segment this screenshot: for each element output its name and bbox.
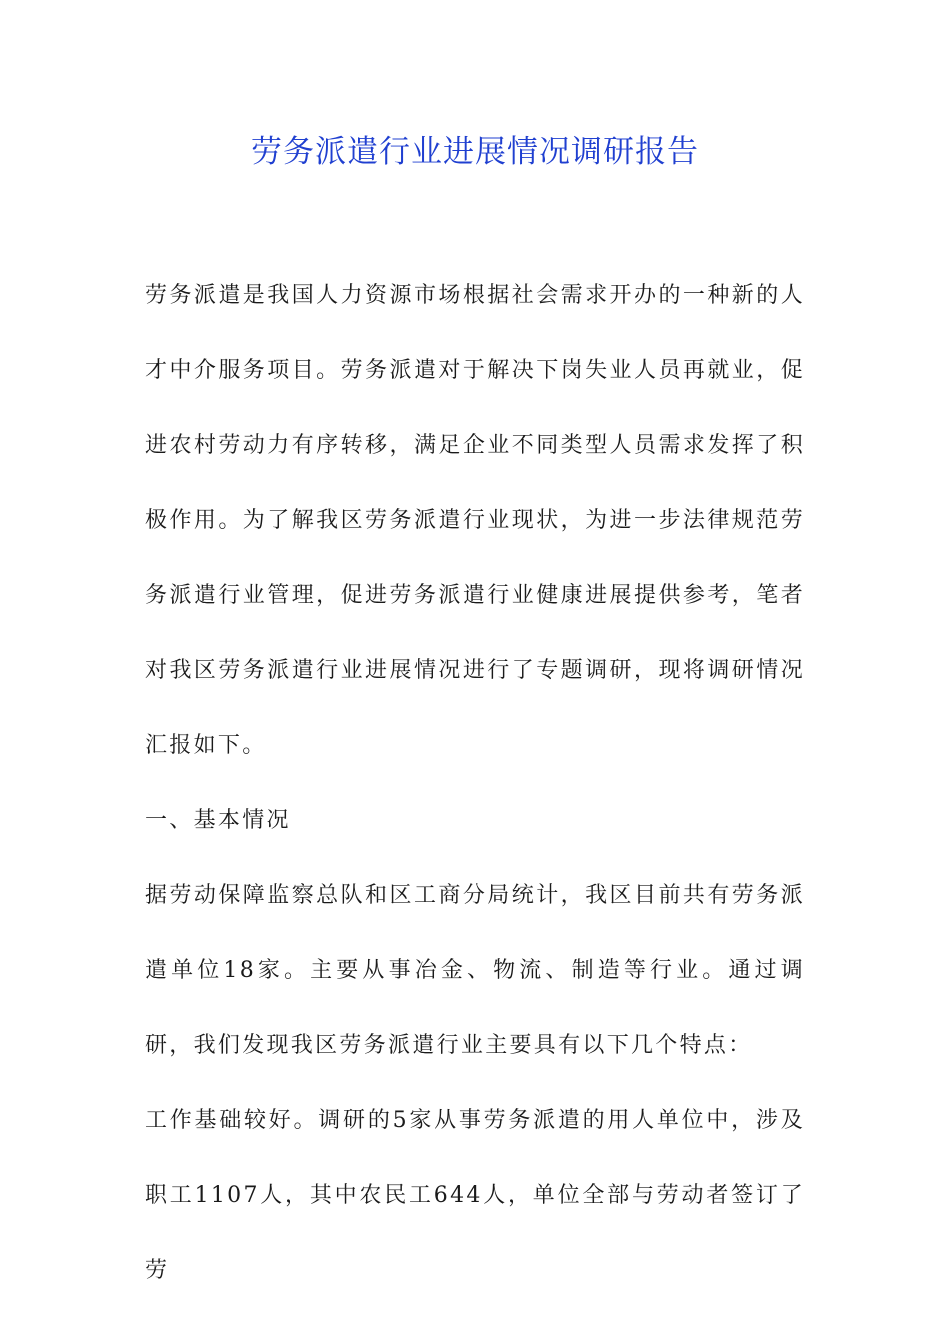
section-heading-basic-situation: 一、基本情况 (145, 808, 291, 833)
statistics-paragraph: 据劳动保障监察总队和区工商分局统计，我区目前共有劳务派遣单位18家。主要从事冶金、物流、制造等行业。通过调研，我们发现我区劳务派遣行业主要具有以下几个特点： (145, 883, 805, 1058)
feature-paragraph: 工作基础较好。调研的5家从事劳务派遣的用人单位中，涉及职工1107人，其中农民工644人，单位全部与劳动者签订了劳 (145, 1108, 805, 1283)
document-body (145, 258, 805, 1308)
document-title: 劳务派遣行业进展情况调研报告 (251, 134, 699, 170)
intro-paragraph: 劳务派遣是我国人力资源市场根据社会需求开办的一种新的人才中介服务项目。劳务派遣对于解决下岗失业人员再就业，促进农村劳动力有序转移，满足企业不同类型人员需求发挥了积极作用。为了解我区劳务派遣行业现状，为进一步法律规范劳务派遣行业管理，促进劳务派遣行业健康进展提供参考，笔者对我区劳务派遣行业进展情况进行了专题调研，现将调研情况汇报如下。 (145, 283, 805, 758)
